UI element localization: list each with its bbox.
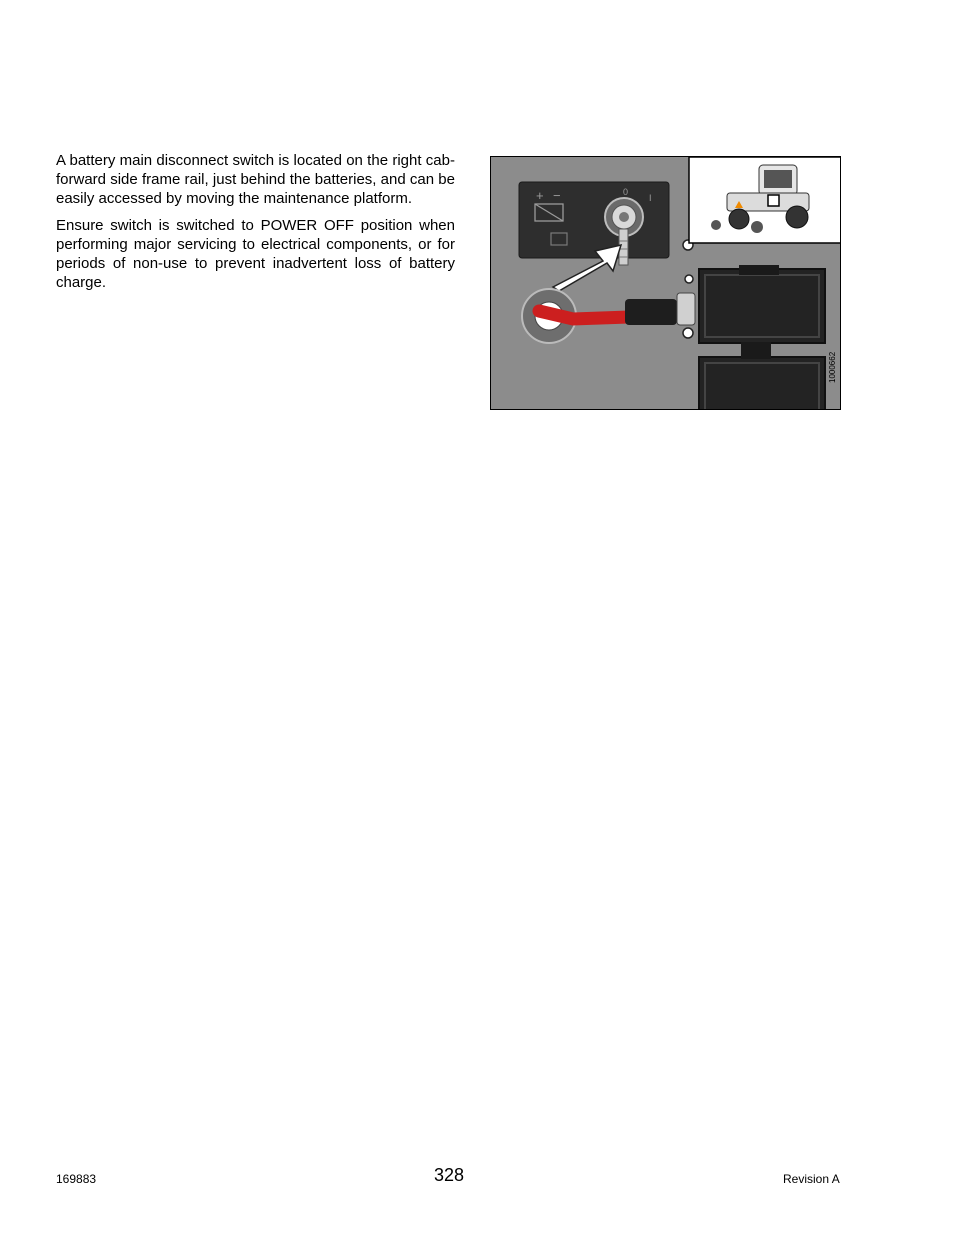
on-position-label: I bbox=[649, 193, 652, 203]
battery-disconnect-figure bbox=[490, 156, 841, 410]
revision-label: Revision A bbox=[783, 1172, 840, 1186]
red-battery-cable bbox=[539, 311, 629, 319]
machine-locator-inset bbox=[689, 157, 841, 243]
disconnect-switch-plate bbox=[519, 182, 669, 265]
plus-symbol: + bbox=[536, 188, 544, 203]
batteries bbox=[699, 265, 825, 410]
cable-boot bbox=[625, 299, 677, 325]
minus-symbol: − bbox=[553, 188, 561, 203]
page-number: 328 bbox=[434, 1165, 465, 1185]
paragraph-power-off-instruction: Ensure switch is switched to POWER OFF position when performing major servicing to electrical components, or for periods of non-use to prevent inadvertent loss of battery charge. bbox=[56, 217, 455, 291]
off-position-label: 0 bbox=[623, 187, 629, 197]
battery-disconnect-illustration bbox=[491, 157, 841, 410]
illustration-number: 1000662 bbox=[828, 351, 837, 383]
body-text bbox=[56, 151, 455, 300]
locator-highlight-box bbox=[768, 195, 779, 206]
document-number: 169883 bbox=[56, 1172, 97, 1186]
paragraph-switch-location: A battery main disconnect switch is located on the right cab-forward side frame rail, just behind the batteries, and can be easily accessed by moving the maintenance platform. bbox=[56, 152, 455, 207]
